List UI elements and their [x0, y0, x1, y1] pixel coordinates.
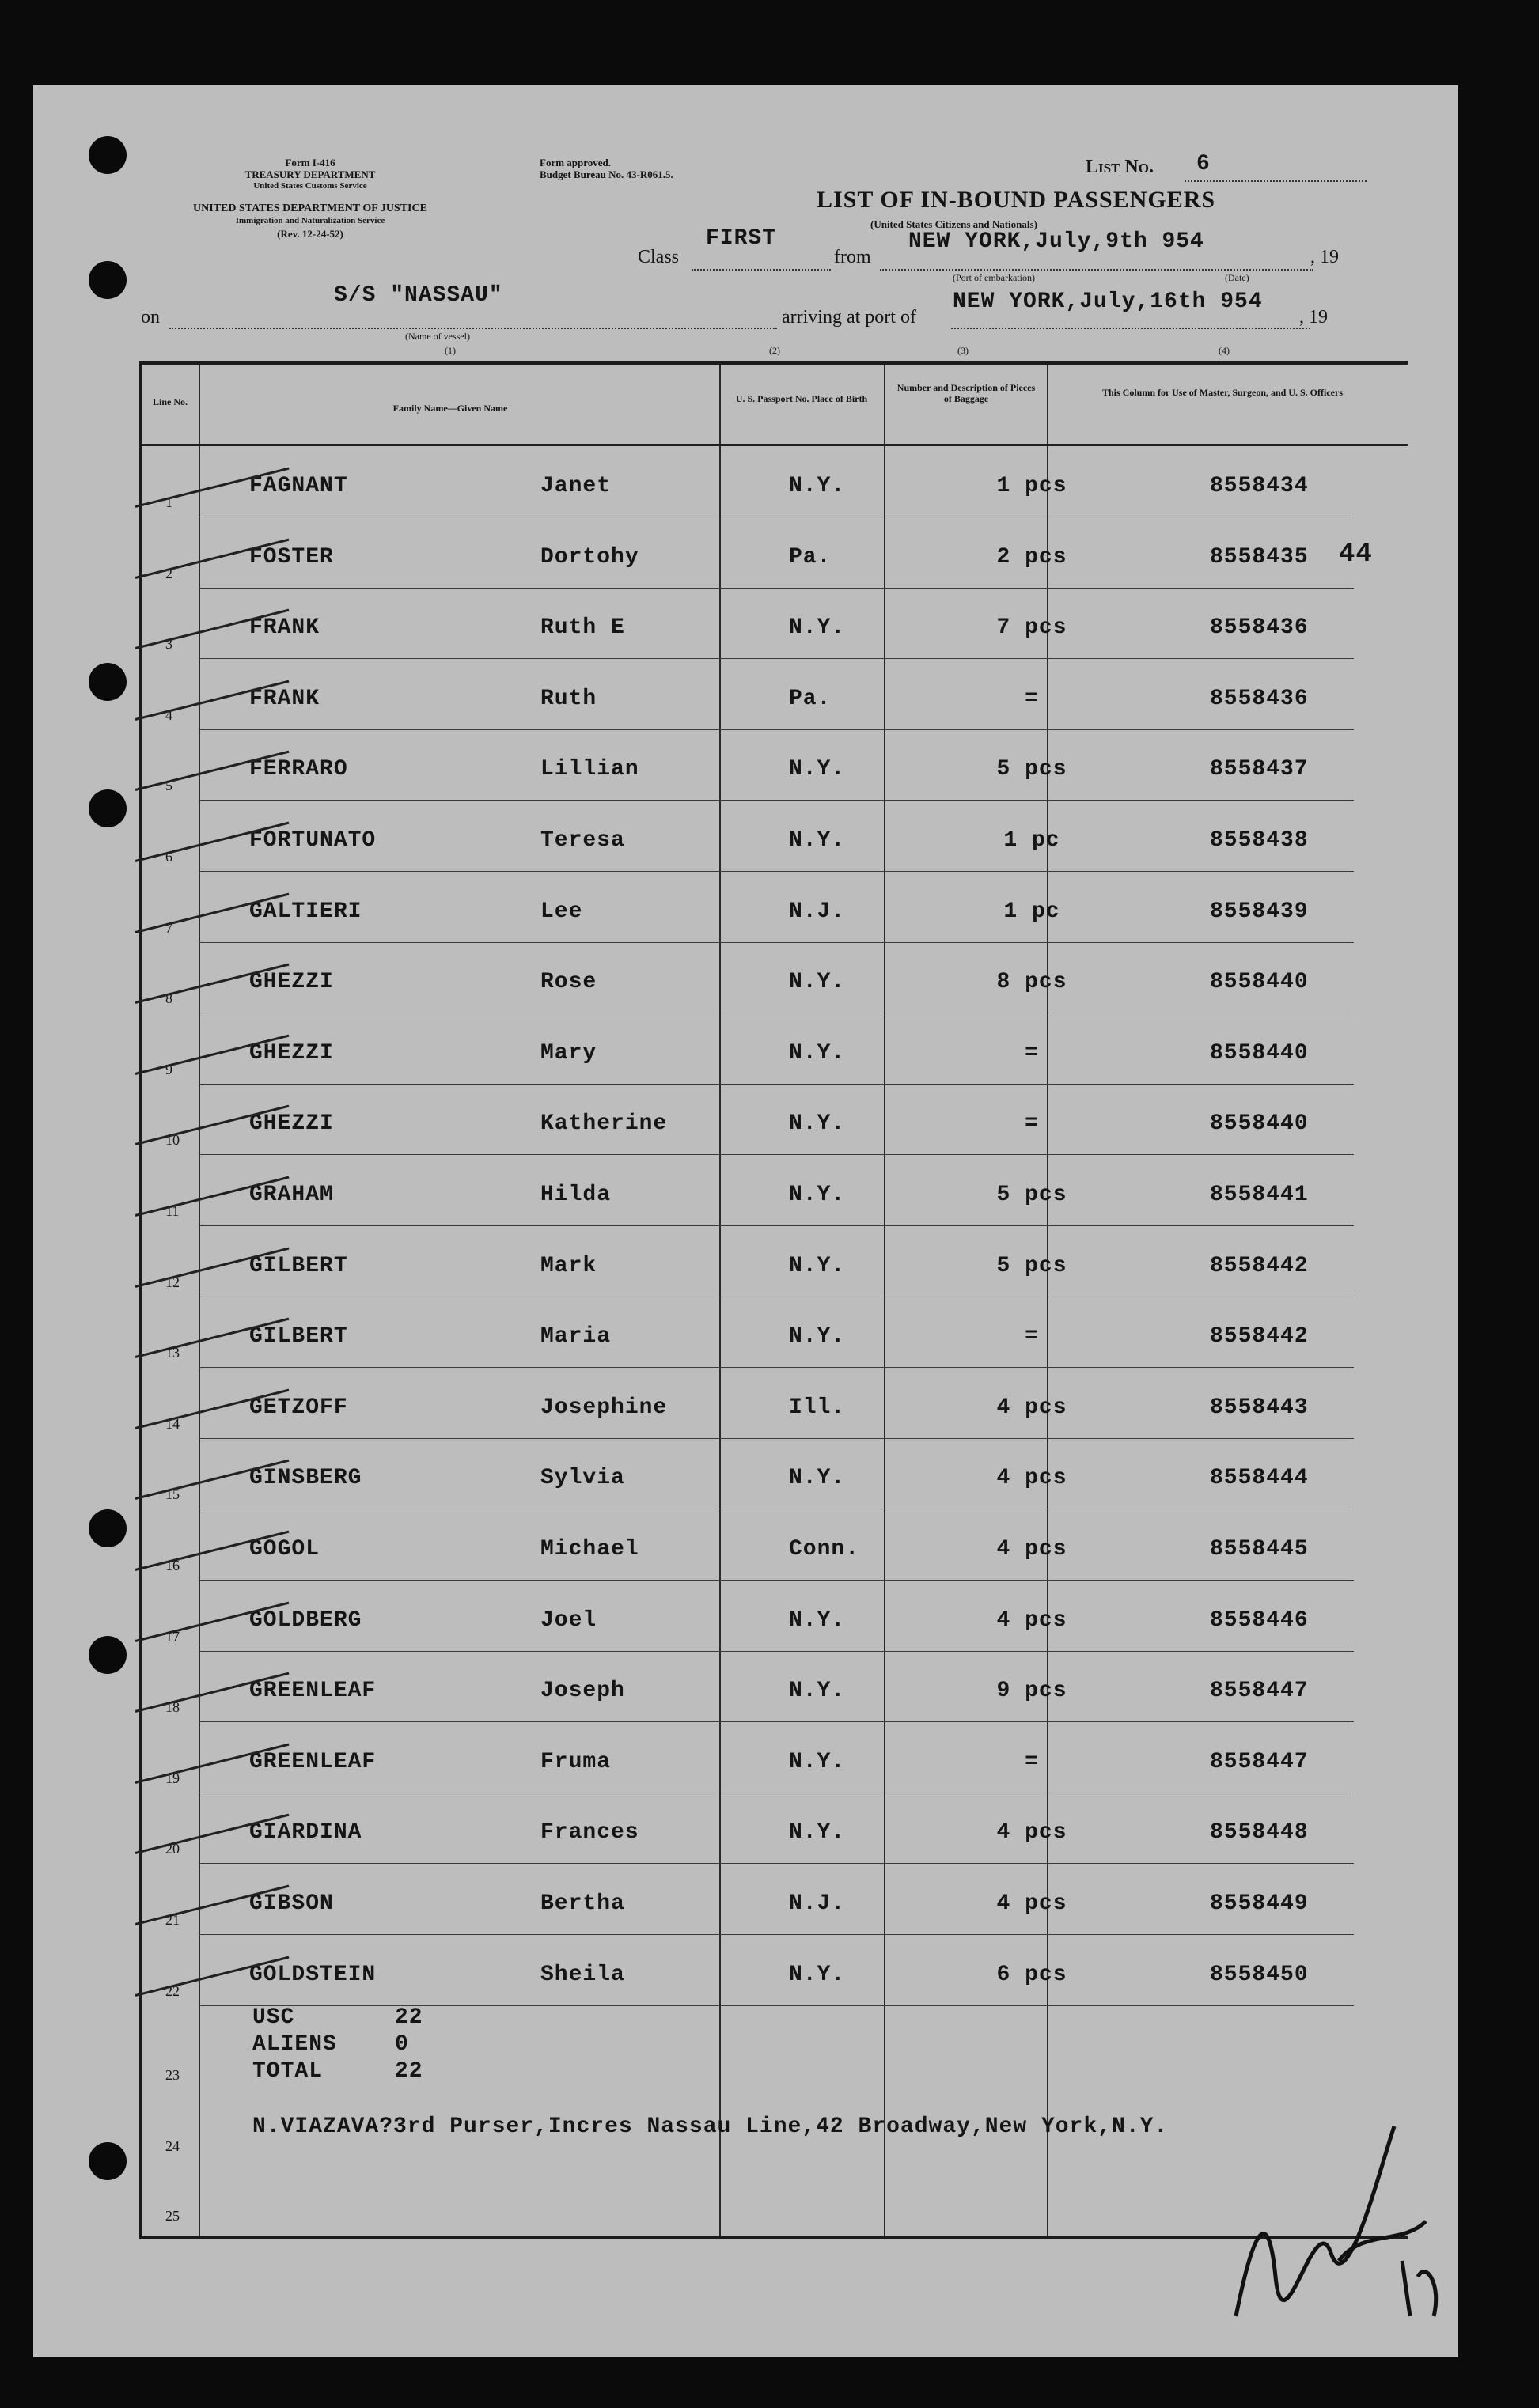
certificate-number: 8558444: [1210, 1466, 1309, 1491]
family-name: FRANK: [249, 615, 320, 641]
certificate-number: 8558448: [1210, 1820, 1309, 1846]
col-num-2: (2): [769, 345, 780, 356]
baggage: =: [1025, 1324, 1039, 1350]
baggage: 4 pcs: [996, 1537, 1067, 1562]
baggage: 4 pcs: [996, 1820, 1067, 1846]
place-of-birth: N.Y.: [789, 1040, 846, 1066]
place-of-birth: N.Y.: [789, 615, 846, 641]
family-name: GOGOL: [249, 1537, 320, 1562]
baggage: 7 pcs: [996, 615, 1067, 641]
certificate-number: 8558446: [1210, 1607, 1309, 1633]
place-of-birth: N.Y.: [789, 474, 846, 498]
table-row: [142, 589, 1408, 660]
given-name: Janet: [540, 474, 612, 498]
line-number: 20: [165, 1841, 180, 1857]
page-title: LIST OF IN-BOUND PASSENGERS: [817, 187, 1216, 213]
baggage: 9 pcs: [996, 1679, 1067, 1704]
family-name: FERRARO: [249, 757, 348, 782]
given-name: Sheila: [540, 1962, 625, 1987]
col-num-4: (4): [1219, 345, 1230, 356]
table-row: [142, 1581, 1408, 1653]
aliens-label: ALIENS: [252, 2032, 337, 2057]
line-number: 25: [165, 2208, 180, 2224]
certificate-number: 8558436: [1210, 615, 1309, 641]
family-name: GETZOFF: [249, 1395, 348, 1420]
line-number: 17: [165, 1628, 180, 1645]
table-row: [142, 1865, 1408, 1936]
punch-hole: [89, 2142, 127, 2180]
col-header-name: Family Name—Given Name: [392, 403, 508, 414]
family-name: GHEZZI: [249, 1040, 334, 1066]
certificate-number: 8558441: [1210, 1183, 1309, 1207]
table-row: [142, 1014, 1408, 1085]
given-name: Mary: [540, 1040, 597, 1066]
line-number: 23: [165, 2067, 180, 2083]
baggage: =: [1025, 1111, 1039, 1137]
officer-signature: [1220, 2079, 1450, 2332]
table-row: [142, 943, 1408, 1014]
place-of-birth: N.J.: [789, 899, 846, 924]
place-of-birth: N.Y.: [789, 1466, 846, 1491]
family-name: GILBERT: [249, 1324, 348, 1350]
punch-hole: [89, 261, 127, 299]
budget-bureau: Budget Bureau No. 43-R061.5.: [540, 168, 673, 180]
table-row: [142, 1227, 1408, 1298]
family-name: GOLDSTEIN: [249, 1962, 377, 1987]
line-number: 9: [165, 1061, 172, 1077]
dept-treasury-sub: United States Customs Service: [253, 181, 367, 191]
certificate-number: 8558440: [1210, 970, 1309, 995]
given-name: Josephine: [540, 1395, 668, 1420]
total-label: TOTAL: [252, 2059, 324, 2084]
punch-hole: [89, 136, 127, 174]
certificate-number: 8558449: [1210, 1891, 1309, 1916]
class-value: FIRST: [706, 226, 777, 251]
line-number: 2: [165, 565, 172, 581]
table-row: [142, 1156, 1408, 1227]
table-row: [142, 660, 1408, 731]
given-name: Lillian: [540, 757, 639, 782]
arriving-label: arriving at port of: [782, 307, 916, 328]
table-row: [142, 1369, 1408, 1440]
certificate-number: 8558438: [1210, 828, 1309, 853]
certificate-number: 8558450: [1210, 1962, 1309, 1987]
family-name: GHEZZI: [249, 970, 334, 995]
place-of-birth: Ill.: [789, 1395, 846, 1420]
vessel-caption: (Name of vessel): [405, 331, 470, 342]
certificate-number: 8558440: [1210, 1111, 1309, 1137]
purser-line: N.VIAZAVA?3rd Purser,Incres Nassau Line,42 Broadway,New York,N.Y.: [252, 2115, 1169, 2139]
title-subtitle: (United States Citizens and Nationals): [870, 218, 1037, 230]
baggage: 1 pcs: [996, 474, 1067, 498]
list-no-label: List No.: [1086, 157, 1154, 177]
manifest-sheet: [33, 85, 1458, 2357]
line-number: 8: [165, 990, 172, 1007]
family-name: FOSTER: [249, 544, 334, 570]
table-row: [142, 801, 1408, 873]
table-row: [142, 1297, 1408, 1369]
class-label: Class: [638, 247, 680, 267]
given-name: Teresa: [540, 828, 625, 853]
given-name: Dortohy: [540, 544, 639, 570]
certificate-number: 8558435: [1210, 544, 1309, 570]
line-number: 7: [165, 919, 172, 936]
dept-justice-sub: Immigration and Naturalization Service: [235, 216, 385, 225]
place-of-birth: N.Y.: [789, 1111, 846, 1137]
place-of-birth: N.Y.: [789, 757, 846, 782]
dept-treasury: TREASURY DEPARTMENT: [244, 168, 376, 180]
line-number: 1: [165, 494, 172, 510]
header-rule: [142, 444, 1408, 446]
given-name: Rose: [540, 970, 597, 995]
vessel-name: S/S "NASSAU": [334, 283, 503, 308]
line-number: 24: [165, 2138, 180, 2154]
family-name: FRANK: [249, 686, 320, 711]
place-of-birth: Conn.: [789, 1537, 860, 1562]
passenger-table: [139, 361, 1408, 2239]
family-name: GREENLEAF: [249, 1749, 377, 1774]
baggage: 4 pcs: [996, 1607, 1067, 1633]
row-rule: [199, 2005, 1354, 2006]
given-name: Joseph: [540, 1679, 625, 1704]
family-name: GALTIERI: [249, 899, 362, 924]
certificate-number: 8558434: [1210, 474, 1309, 498]
baggage: 4 pcs: [996, 1395, 1067, 1420]
certificate-number: 8558447: [1210, 1749, 1309, 1774]
given-name: Mark: [540, 1253, 597, 1278]
baggage: 5 pcs: [996, 1183, 1067, 1207]
table-row: [142, 1085, 1408, 1156]
table-row: [142, 518, 1408, 589]
place-of-birth: N.Y.: [789, 1679, 846, 1704]
given-name: Michael: [540, 1537, 639, 1562]
certificate-number: 8558442: [1210, 1253, 1309, 1278]
place-of-birth: N.Y.: [789, 970, 846, 995]
usc-label: USC: [252, 2005, 295, 2030]
line-number: 15: [165, 1486, 180, 1503]
margin-mark: 44: [1339, 540, 1373, 570]
place-of-birth: N.Y.: [789, 1607, 846, 1633]
aliens-value: 0: [395, 2032, 409, 2057]
table-row: [142, 447, 1408, 518]
arrival-rule: [951, 328, 1310, 329]
arrival-value: NEW YORK,July,16th 954: [953, 290, 1263, 314]
family-name: GILBERT: [249, 1253, 348, 1278]
line-number: 5: [165, 778, 172, 794]
family-name: GREENLEAF: [249, 1679, 377, 1704]
family-name: GRAHAM: [249, 1183, 334, 1207]
embark-caption: (Port of embarkation): [953, 272, 1035, 283]
given-name: Katherine: [540, 1111, 668, 1137]
punch-hole: [89, 1509, 127, 1547]
vessel-rule: [169, 328, 777, 329]
line-number: 12: [165, 1274, 180, 1290]
punch-hole: [89, 1636, 127, 1674]
table-row: [142, 730, 1408, 801]
certificate-number: 8558442: [1210, 1324, 1309, 1350]
col-num-1: (1): [445, 345, 456, 356]
place-of-birth: Pa.: [789, 544, 832, 570]
given-name: Ruth: [540, 686, 597, 711]
line-number: 16: [165, 1558, 180, 1573]
given-name: Maria: [540, 1324, 612, 1350]
col-header-passport: U. S. Passport No. Place of Birth: [735, 393, 868, 404]
certificate-number: 8558436: [1210, 686, 1309, 711]
given-name: Ruth E: [540, 615, 625, 641]
baggage: 4 pcs: [996, 1466, 1067, 1491]
certificate-number: 8558439: [1210, 899, 1309, 924]
usc-value: 22: [395, 2005, 423, 2030]
given-name: Lee: [540, 899, 583, 924]
certificate-number: 8558445: [1210, 1537, 1309, 1562]
baggage: 1 pc: [1003, 899, 1060, 924]
baggage: 1 pc: [1003, 828, 1060, 853]
line-number: 21: [165, 1912, 180, 1928]
list-no-value: 6: [1196, 152, 1211, 176]
family-name: GIARDINA: [249, 1820, 362, 1846]
family-name: GIBSON: [249, 1891, 334, 1916]
given-name: Joel: [540, 1607, 597, 1633]
form-number: Form I-416: [285, 157, 335, 168]
line-number: 19: [165, 1770, 180, 1786]
place-of-birth: N.J.: [789, 1891, 846, 1916]
baggage: 8 pcs: [996, 970, 1067, 995]
baggage: 4 pcs: [996, 1891, 1067, 1916]
total-value: 22: [395, 2059, 423, 2084]
certificate-number: 8558440: [1210, 1040, 1309, 1066]
line-number: 6: [165, 849, 172, 865]
table-row: [142, 1936, 1408, 2007]
form-approved: Form approved.: [540, 157, 612, 168]
place-of-birth: N.Y.: [789, 1183, 846, 1207]
from-value: NEW YORK,July,9th 954: [908, 229, 1204, 254]
baggage: =: [1025, 686, 1039, 711]
line-number: 14: [165, 1415, 180, 1432]
family-name: GHEZZI: [249, 1111, 334, 1137]
certificate-number: 8558443: [1210, 1395, 1309, 1420]
from-label: from: [834, 247, 871, 267]
place-of-birth: N.Y.: [789, 828, 846, 853]
baggage: =: [1025, 1040, 1039, 1066]
given-name: Hilda: [540, 1183, 612, 1207]
baggage: 6 pcs: [996, 1962, 1067, 1987]
table-row: [142, 873, 1408, 944]
col-num-3: (3): [957, 345, 969, 356]
line-number: 10: [165, 1132, 180, 1149]
given-name: Fruma: [540, 1749, 612, 1774]
place-of-birth: Pa.: [789, 686, 832, 711]
family-name: GINSBERG: [249, 1466, 362, 1491]
table-row: [142, 1439, 1408, 1510]
place-of-birth: N.Y.: [789, 1820, 846, 1846]
punch-hole: [89, 789, 127, 827]
place-of-birth: N.Y.: [789, 1749, 846, 1774]
given-name: Sylvia: [540, 1466, 625, 1491]
line-number: 3: [165, 636, 172, 653]
col-header-officers: This Column for Use of Master, Surgeon, and U. S. Officers: [1101, 387, 1343, 398]
line-number: 11: [165, 1203, 180, 1219]
place-of-birth: N.Y.: [789, 1962, 846, 1987]
punch-hole: [89, 663, 127, 701]
col-header-line: Line No.: [152, 396, 188, 407]
given-name: Bertha: [540, 1891, 625, 1916]
form-revision: (Rev. 12-24-52): [277, 228, 343, 240]
table-row: [142, 1510, 1408, 1581]
table-row: [142, 1652, 1408, 1723]
given-name: Frances: [540, 1820, 639, 1846]
dept-justice: UNITED STATES DEPARTMENT OF JUSTICE: [193, 203, 427, 214]
certificate-number: 8558437: [1210, 757, 1309, 782]
place-of-birth: N.Y.: [789, 1253, 846, 1278]
line-number: 22: [165, 1982, 180, 1999]
from-rule: [880, 269, 1313, 271]
year-suffix-2: , 19: [1299, 307, 1328, 328]
family-name: GOLDBERG: [249, 1607, 362, 1633]
place-of-birth: N.Y.: [789, 1324, 846, 1350]
line-number: 13: [165, 1345, 180, 1361]
baggage: 5 pcs: [996, 1253, 1067, 1278]
family-name: FORTUNATO: [249, 828, 377, 853]
baggage: 2 pcs: [996, 544, 1067, 570]
year-suffix-1: , 19: [1310, 247, 1339, 267]
table-row: [142, 1723, 1408, 1794]
on-label: on: [141, 307, 160, 328]
list-no-rule: [1185, 180, 1367, 182]
family-name: FAGNANT: [249, 474, 348, 498]
class-rule: [692, 269, 831, 271]
line-number: 4: [165, 706, 172, 723]
col-header-baggage: Number and Description of Pieces of Baggage: [896, 382, 1036, 404]
line-number: 18: [165, 1699, 180, 1716]
table-row: [142, 1793, 1408, 1865]
baggage: =: [1025, 1749, 1039, 1774]
certificate-number: 8558447: [1210, 1679, 1309, 1704]
baggage: 5 pcs: [996, 757, 1067, 782]
date-caption: (Date): [1225, 272, 1249, 283]
